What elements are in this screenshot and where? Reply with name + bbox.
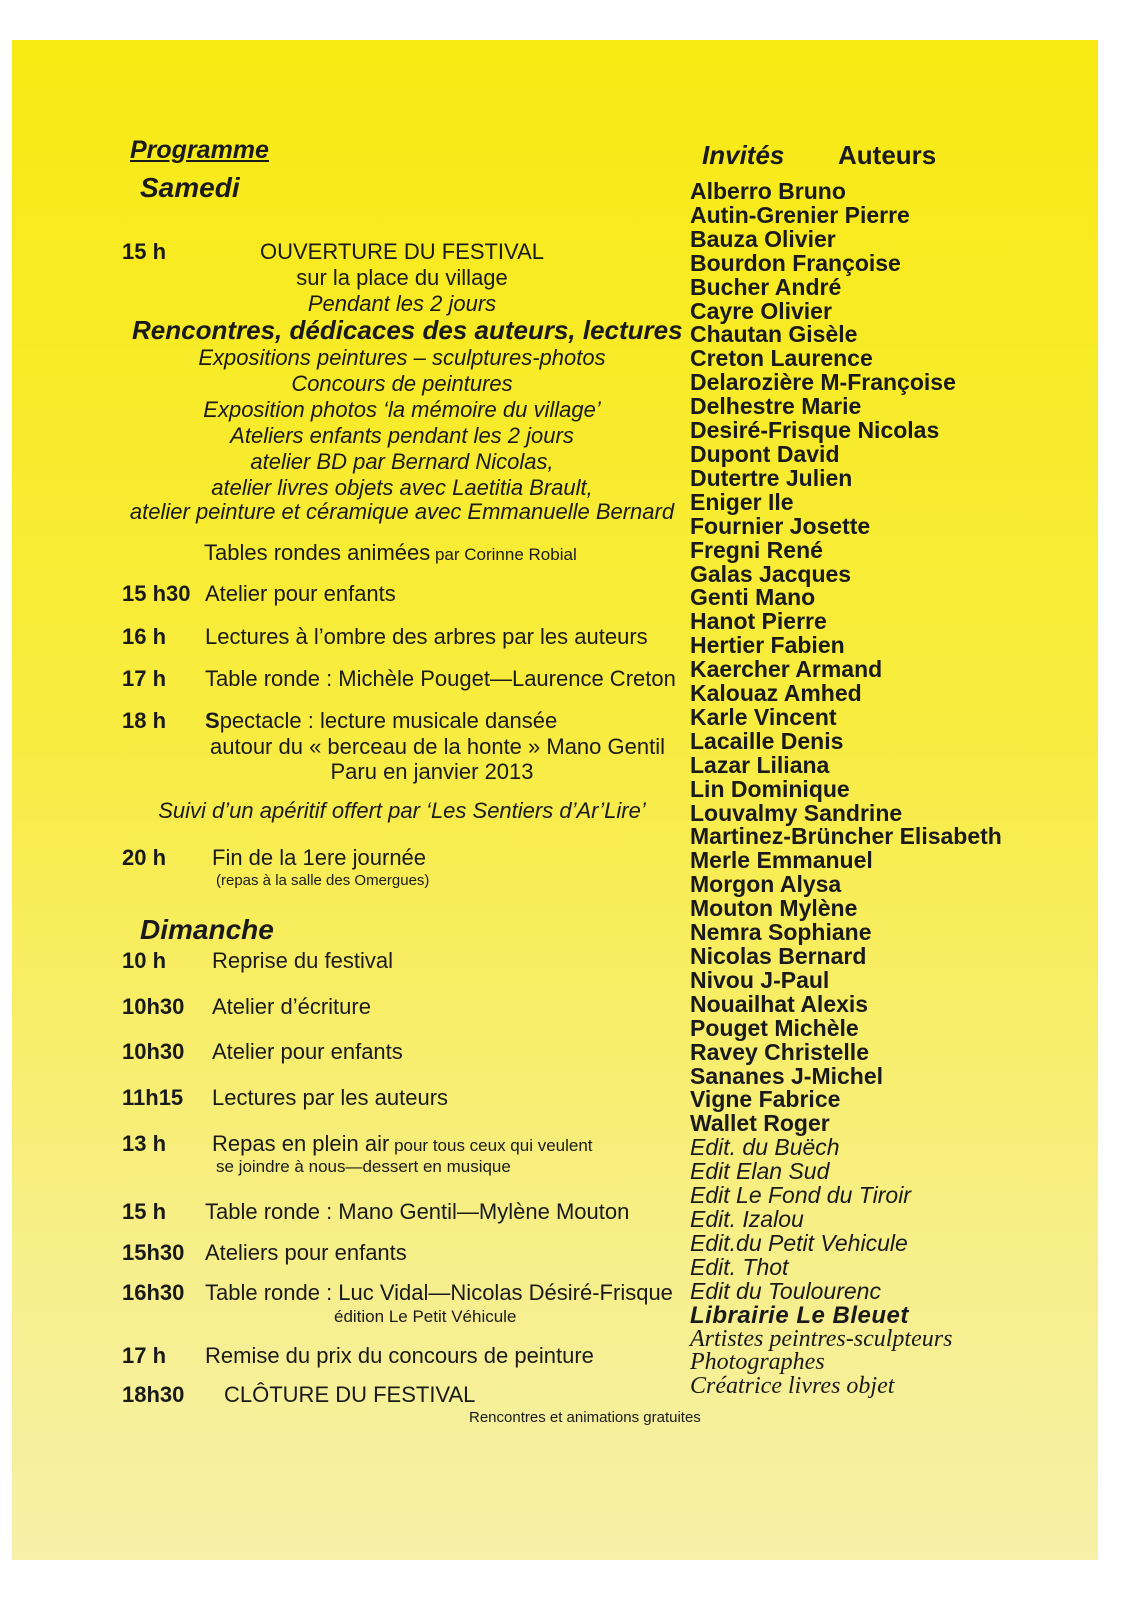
- author-name: Mouton Mylène: [690, 895, 858, 922]
- programme-heading: Programme: [130, 136, 269, 164]
- publisher-name: Edit. Izalou: [690, 1205, 804, 1232]
- repas-line-1: [212, 1131, 593, 1157]
- author-name: Desiré-Frisque Nicolas: [690, 417, 940, 444]
- author-name: Nivou J-Paul: [690, 966, 830, 993]
- opening-line-9: atelier livres objets avec Laetitia Brault,: [211, 475, 593, 500]
- author-name: Galas Jacques: [690, 560, 852, 587]
- edition-note: édition Le Petit Véhicule: [334, 1307, 517, 1326]
- author-name: Bourdon Françoise: [690, 249, 901, 276]
- event-text: Atelier d’écriture: [212, 994, 371, 1019]
- show-line-2: autour du « berceau de la honte » Mano Gentil: [210, 734, 665, 759]
- tables-rondes-label: Tables rondes animées: [204, 540, 431, 565]
- publisher-name: Edit. Thot: [690, 1253, 789, 1280]
- author-name: Kalouaz Amhed: [690, 680, 862, 707]
- author-name: Merle Emmanuel: [690, 847, 873, 874]
- opening-title: OUVERTURE DU FESTIVAL: [259, 239, 544, 264]
- event-text: Lectures par les auteurs: [212, 1085, 449, 1110]
- prize-text: Remise du prix du concours de peinture: [205, 1343, 594, 1368]
- publisher-name: Edit Le Fond du Tiroir: [690, 1182, 911, 1209]
- author-name: Bauza Olivier: [690, 225, 836, 252]
- event-time: 10h30: [122, 994, 185, 1019]
- opening-line-3: Rencontres, dédicaces des auteurs, lectures: [132, 315, 683, 345]
- author-name: Eniger Ile: [690, 488, 794, 515]
- opening-time: 15 h: [122, 239, 167, 264]
- other-guest: Créatrice livres objet: [690, 1373, 895, 1400]
- tables-rondes-line: [204, 540, 577, 566]
- closing-text: CLÔTURE DU FESTIVAL: [224, 1382, 476, 1407]
- author-name: Wallet Roger: [690, 1110, 830, 1137]
- author-name: Bucher André: [690, 273, 842, 300]
- opening-line-1: sur la place du village: [296, 265, 508, 290]
- author-name: Nicolas Bernard: [690, 943, 867, 969]
- aperitif-line: Suivi d’un apéritif offert par ‘Les Sentiers d’Ar’Lire’: [158, 798, 646, 823]
- event-time: 10h30: [122, 1039, 185, 1064]
- closing-time: 18h30: [122, 1382, 185, 1407]
- samedi-heading: Samedi: [140, 172, 240, 203]
- author-name: Hanot Pierre: [690, 608, 827, 635]
- author-name: Vigne Fabrice: [690, 1086, 841, 1113]
- opening-line-2: Pendant les 2 jours: [307, 291, 497, 316]
- publisher-name: Edit du Toulourenc: [690, 1277, 881, 1304]
- author-name: Delarozière M-Françoise: [690, 369, 956, 396]
- publisher-name: Edit Elan Sud: [690, 1158, 830, 1185]
- opening-line-7: Ateliers enfants pendant les 2 jours: [230, 423, 574, 448]
- event-time: 16 h: [122, 624, 167, 649]
- author-name: Karle Vincent: [690, 703, 837, 730]
- author-name: Chautan Gisèle: [690, 321, 858, 348]
- author-name: Pouget Michèle: [690, 1014, 859, 1041]
- author-name: Morgon Alysa: [690, 871, 842, 898]
- other-guest: Artistes peintres-sculpteurs: [690, 1325, 953, 1352]
- show-line-1-text: pectacle : lecture musicale dansée: [219, 708, 558, 733]
- authors-list: [690, 180, 1002, 1399]
- event-text: Atelier pour enfants: [212, 1039, 403, 1064]
- auteurs-heading: Auteurs: [838, 140, 937, 170]
- author-name: Delhestre Marie: [690, 393, 862, 420]
- show-initial: S: [205, 708, 220, 733]
- author-name: Hertier Fabien: [690, 632, 845, 659]
- event-text: Table ronde : Michèle Pouget—Laurence Creton: [205, 666, 676, 691]
- repas-main: Repas en plein air: [212, 1131, 390, 1156]
- repas-rest: pour tous ceux qui veulent: [389, 1136, 593, 1155]
- author-name: Louvalmy Sandrine: [690, 799, 903, 826]
- invites-heading: Invités: [702, 140, 785, 170]
- opening-line-8: atelier BD par Bernard Nicolas,: [250, 449, 554, 474]
- event-text: Reprise du festival: [212, 948, 393, 973]
- author-name: Fournier Josette: [690, 512, 871, 539]
- show-time: 18 h: [122, 708, 167, 733]
- author-name: Ravey Christelle: [690, 1038, 869, 1065]
- event-time: 17 h: [122, 666, 167, 691]
- author-name: Dutertre Julien: [690, 464, 853, 491]
- librairie-name: Librairie Le Bleuet: [690, 1301, 909, 1329]
- repas-line-2: se joindre à nous—dessert en musique: [216, 1157, 511, 1176]
- event-time: 10 h: [122, 948, 167, 973]
- event-time: 11h15: [122, 1085, 184, 1110]
- author-name: Fregni René: [690, 536, 823, 563]
- author-name: Creton Laurence: [690, 345, 873, 372]
- opening-line-6: Exposition photos ‘la mémoire du village’: [203, 397, 601, 422]
- author-name: Sananes J-Michel: [690, 1062, 884, 1089]
- repas-time: 13 h: [122, 1131, 167, 1156]
- publisher-name: Edit. du Buëch: [690, 1134, 840, 1161]
- event-time: 15 h: [122, 1199, 167, 1224]
- author-name: Lin Dominique: [690, 775, 850, 802]
- opening-line-4: Expositions peintures – sculptures-photos: [198, 345, 606, 370]
- flyer-page: [12, 40, 1098, 1560]
- tables-rondes-host: par Corinne Robial: [430, 545, 577, 564]
- author-name: Kaercher Armand: [690, 656, 883, 683]
- event-time: 15h30: [122, 1240, 185, 1265]
- author-name: Alberro Bruno: [690, 178, 846, 204]
- publisher-name: Edit.du Petit Vehicule: [690, 1229, 908, 1256]
- event-text: Atelier pour enfants: [205, 581, 396, 606]
- event-time: 16h30: [122, 1280, 185, 1305]
- event-time: 15 h30: [122, 581, 191, 606]
- opening-line-5: Concours de peintures: [291, 371, 513, 396]
- opening-line-10: atelier peinture et céramique avec Emmanuelle Bernard: [129, 499, 675, 524]
- author-name: Nemra Sophiane: [690, 919, 872, 946]
- author-name: Lazar Liliana: [690, 751, 830, 778]
- prize-time: 17 h: [122, 1343, 167, 1368]
- event-text: Ateliers pour enfants: [205, 1240, 407, 1265]
- author-name: Lacaille Denis: [690, 727, 844, 754]
- end-day-note: (repas à la salle des Omergues): [216, 872, 430, 889]
- author-name: Autin-Grenier Pierre: [690, 201, 910, 228]
- show-line-1: [205, 708, 557, 734]
- author-name: Nouailhat Alexis: [690, 990, 869, 1017]
- author-name: Dupont David: [690, 440, 840, 467]
- end-day-time: 20 h: [122, 845, 167, 870]
- event-text: Table ronde : Mano Gentil—Mylène Mouton: [205, 1199, 630, 1224]
- show-line-3: Paru en janvier 2013: [330, 759, 534, 784]
- footer-note: Rencontres et animations gratuites: [469, 1409, 701, 1426]
- event-text: Table ronde : Luc Vidal—Nicolas Désiré-Frisque: [205, 1280, 673, 1305]
- dimanche-heading: Dimanche: [140, 914, 274, 945]
- author-name: Cayre Olivier: [690, 297, 832, 324]
- author-name: Genti Mano: [690, 584, 816, 611]
- event-text: Lectures à l’ombre des arbres par les auteurs: [205, 624, 648, 649]
- end-day-text: Fin de la 1ere journée: [212, 845, 427, 870]
- other-guest: Photographes: [690, 1349, 825, 1376]
- author-name: Martinez-Brüncher Elisabeth: [690, 823, 1002, 850]
